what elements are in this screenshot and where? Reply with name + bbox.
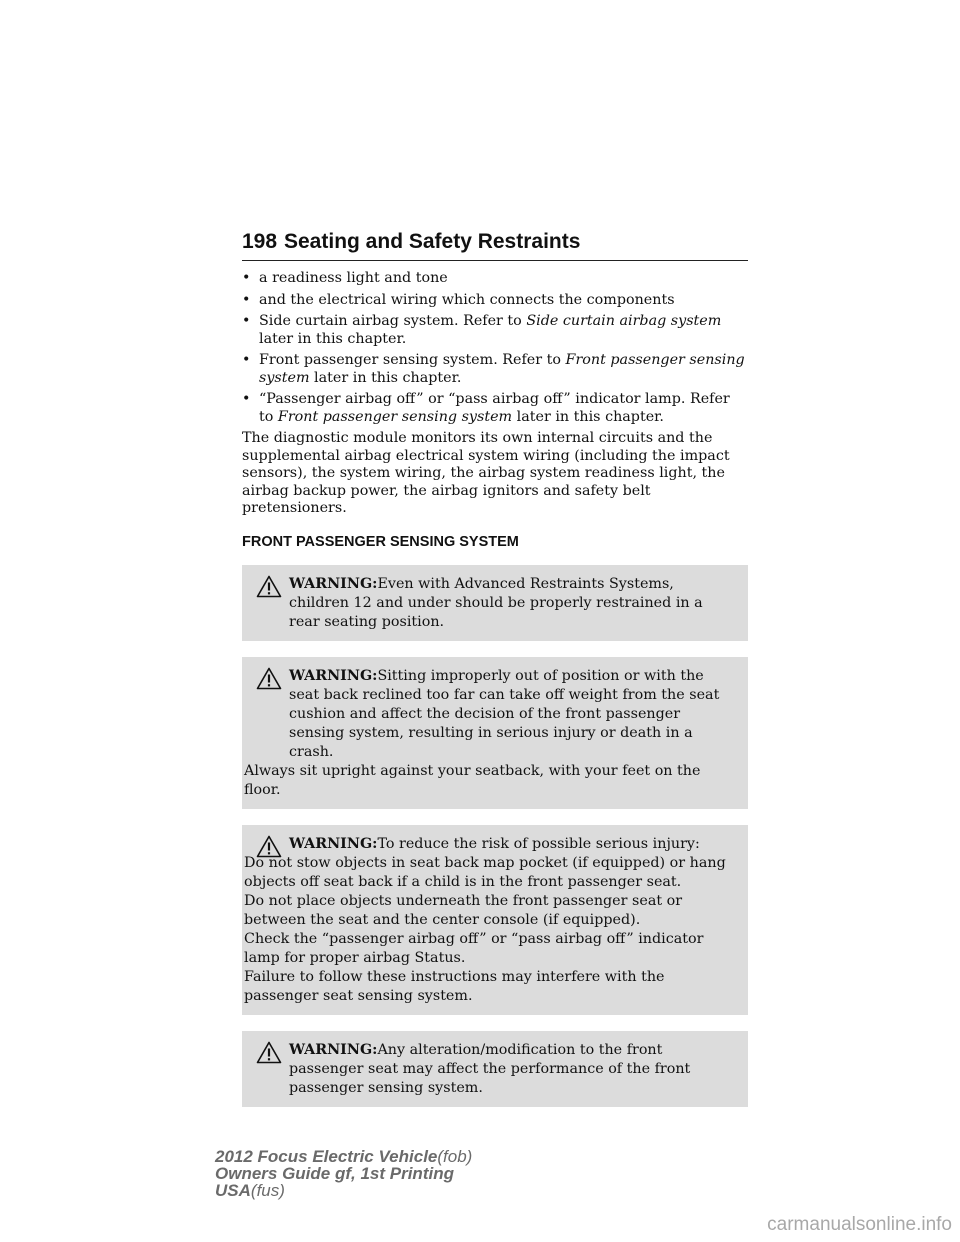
warning-triangle-icon [256, 575, 282, 598]
footer-code: (fus) [250, 1181, 285, 1200]
list-item-text: later in this chapter. [512, 408, 664, 425]
warning-text: Any alteration/modification to the front passenger seat may affect the performance of the front passenger sensing system. [289, 1042, 691, 1096]
bullet-icon: • [242, 270, 251, 286]
list-item [242, 292, 748, 310]
warning-title: WARNING: [289, 1042, 378, 1058]
warning-first-line [242, 575, 736, 632]
warning-line: Do not stow objects in seat back map pocket (if equipped) or hang objects off seat back if a child is in the front passenger seat. [244, 855, 726, 890]
watermark: carmanualsonline.info [767, 1214, 952, 1235]
list-item-text: later in this chapter. [259, 330, 407, 347]
warning-line: Always sit upright against your seatback, with your feet on the floor. [244, 763, 701, 798]
body-paragraph: The diagnostic module monitors its own internal circuits and the supplemental airbag electrical system wiring (including the impact sensors), the system wiring, the airbag system readiness light, the airbag backup power, the airbag ignitors and safety belt pretensioners. [242, 430, 730, 516]
bullet-list [242, 270, 748, 426]
bullet-icon: • [242, 352, 251, 368]
list-item-text: a readiness light and tone [259, 270, 448, 286]
warning-box [242, 825, 748, 1015]
list-item-text: Front passenger sensing system. Refer to [259, 352, 566, 368]
footer-line-2: Owners Guide gf, 1st Printing [215, 1164, 454, 1183]
list-item-text: and the electrical wiring which connects the components [259, 291, 675, 308]
warning-box [242, 657, 748, 809]
page-number: 198 [242, 230, 278, 253]
footer-model: 2012 Focus Electric Vehicle [215, 1147, 438, 1166]
bullet-icon: • [242, 291, 251, 308]
warning-first-line [242, 835, 736, 854]
warning-title: WARNING: [289, 576, 378, 592]
list-item [242, 391, 748, 426]
warning-line: Failure to follow these instructions may interfere with the passenger seat sensing system. [244, 969, 665, 1004]
warning-line: Check the “passenger airbag off” or “pass airbag off” indicator lamp for proper airbag Status. [244, 931, 704, 966]
warning-text: Even with Advanced Restraints Systems, children 12 and under should be properly restrained in a rear seating position. [289, 576, 703, 630]
warning-title: WARNING: [289, 668, 378, 684]
cross-reference-link: Front passenger sensing system [277, 408, 513, 425]
section-heading: FRONT PASSENGER SENSING SYSTEM [242, 533, 519, 550]
chapter-title: Seating and Safety Restraints [284, 230, 581, 253]
document-footer [215, 1148, 472, 1199]
list-item-text: later in this chapter. [309, 369, 462, 386]
warning-triangle-icon [256, 667, 282, 690]
list-item-text: “Passenger airbag off” or “pass airbag off” indicator lamp. Refer to [259, 391, 730, 425]
cross-reference-link: Front passenger sensing system [259, 352, 745, 386]
warning-text: To reduce the risk of possible serious injury: [377, 836, 700, 852]
list-item [242, 352, 748, 387]
warning-first-line [242, 1041, 736, 1098]
warning-first-line [242, 667, 736, 762]
warning-triangle-icon [256, 835, 282, 858]
list-item [242, 270, 748, 288]
page-header [242, 228, 748, 261]
list-item-text: Side curtain airbag system. Refer to [259, 313, 527, 329]
warning-box [242, 1031, 748, 1107]
warning-text: Sitting improperly out of position or with the seat back reclined too far can take off weight from the seat cushion and affect the decision of the front passenger sensing system, resulting in serious injury or death in a crash. [289, 668, 720, 760]
footer-code: (fob) [437, 1147, 473, 1166]
warning-box [242, 565, 748, 641]
bullet-icon: • [242, 391, 251, 407]
footer-region: USA [215, 1181, 251, 1200]
cross-reference-link: Side curtain airbag system [526, 313, 722, 329]
warning-title: WARNING: [289, 836, 378, 852]
footer-line-3 [215, 1182, 472, 1199]
bullet-icon: • [242, 313, 251, 329]
footer-line-1 [215, 1148, 472, 1165]
list-item [242, 313, 748, 348]
warning-line: Do not place objects underneath the front passenger seat or between the seat and the center console (if equipped). [244, 893, 683, 928]
page-content [242, 270, 748, 1123]
warning-triangle-icon [256, 1041, 282, 1064]
